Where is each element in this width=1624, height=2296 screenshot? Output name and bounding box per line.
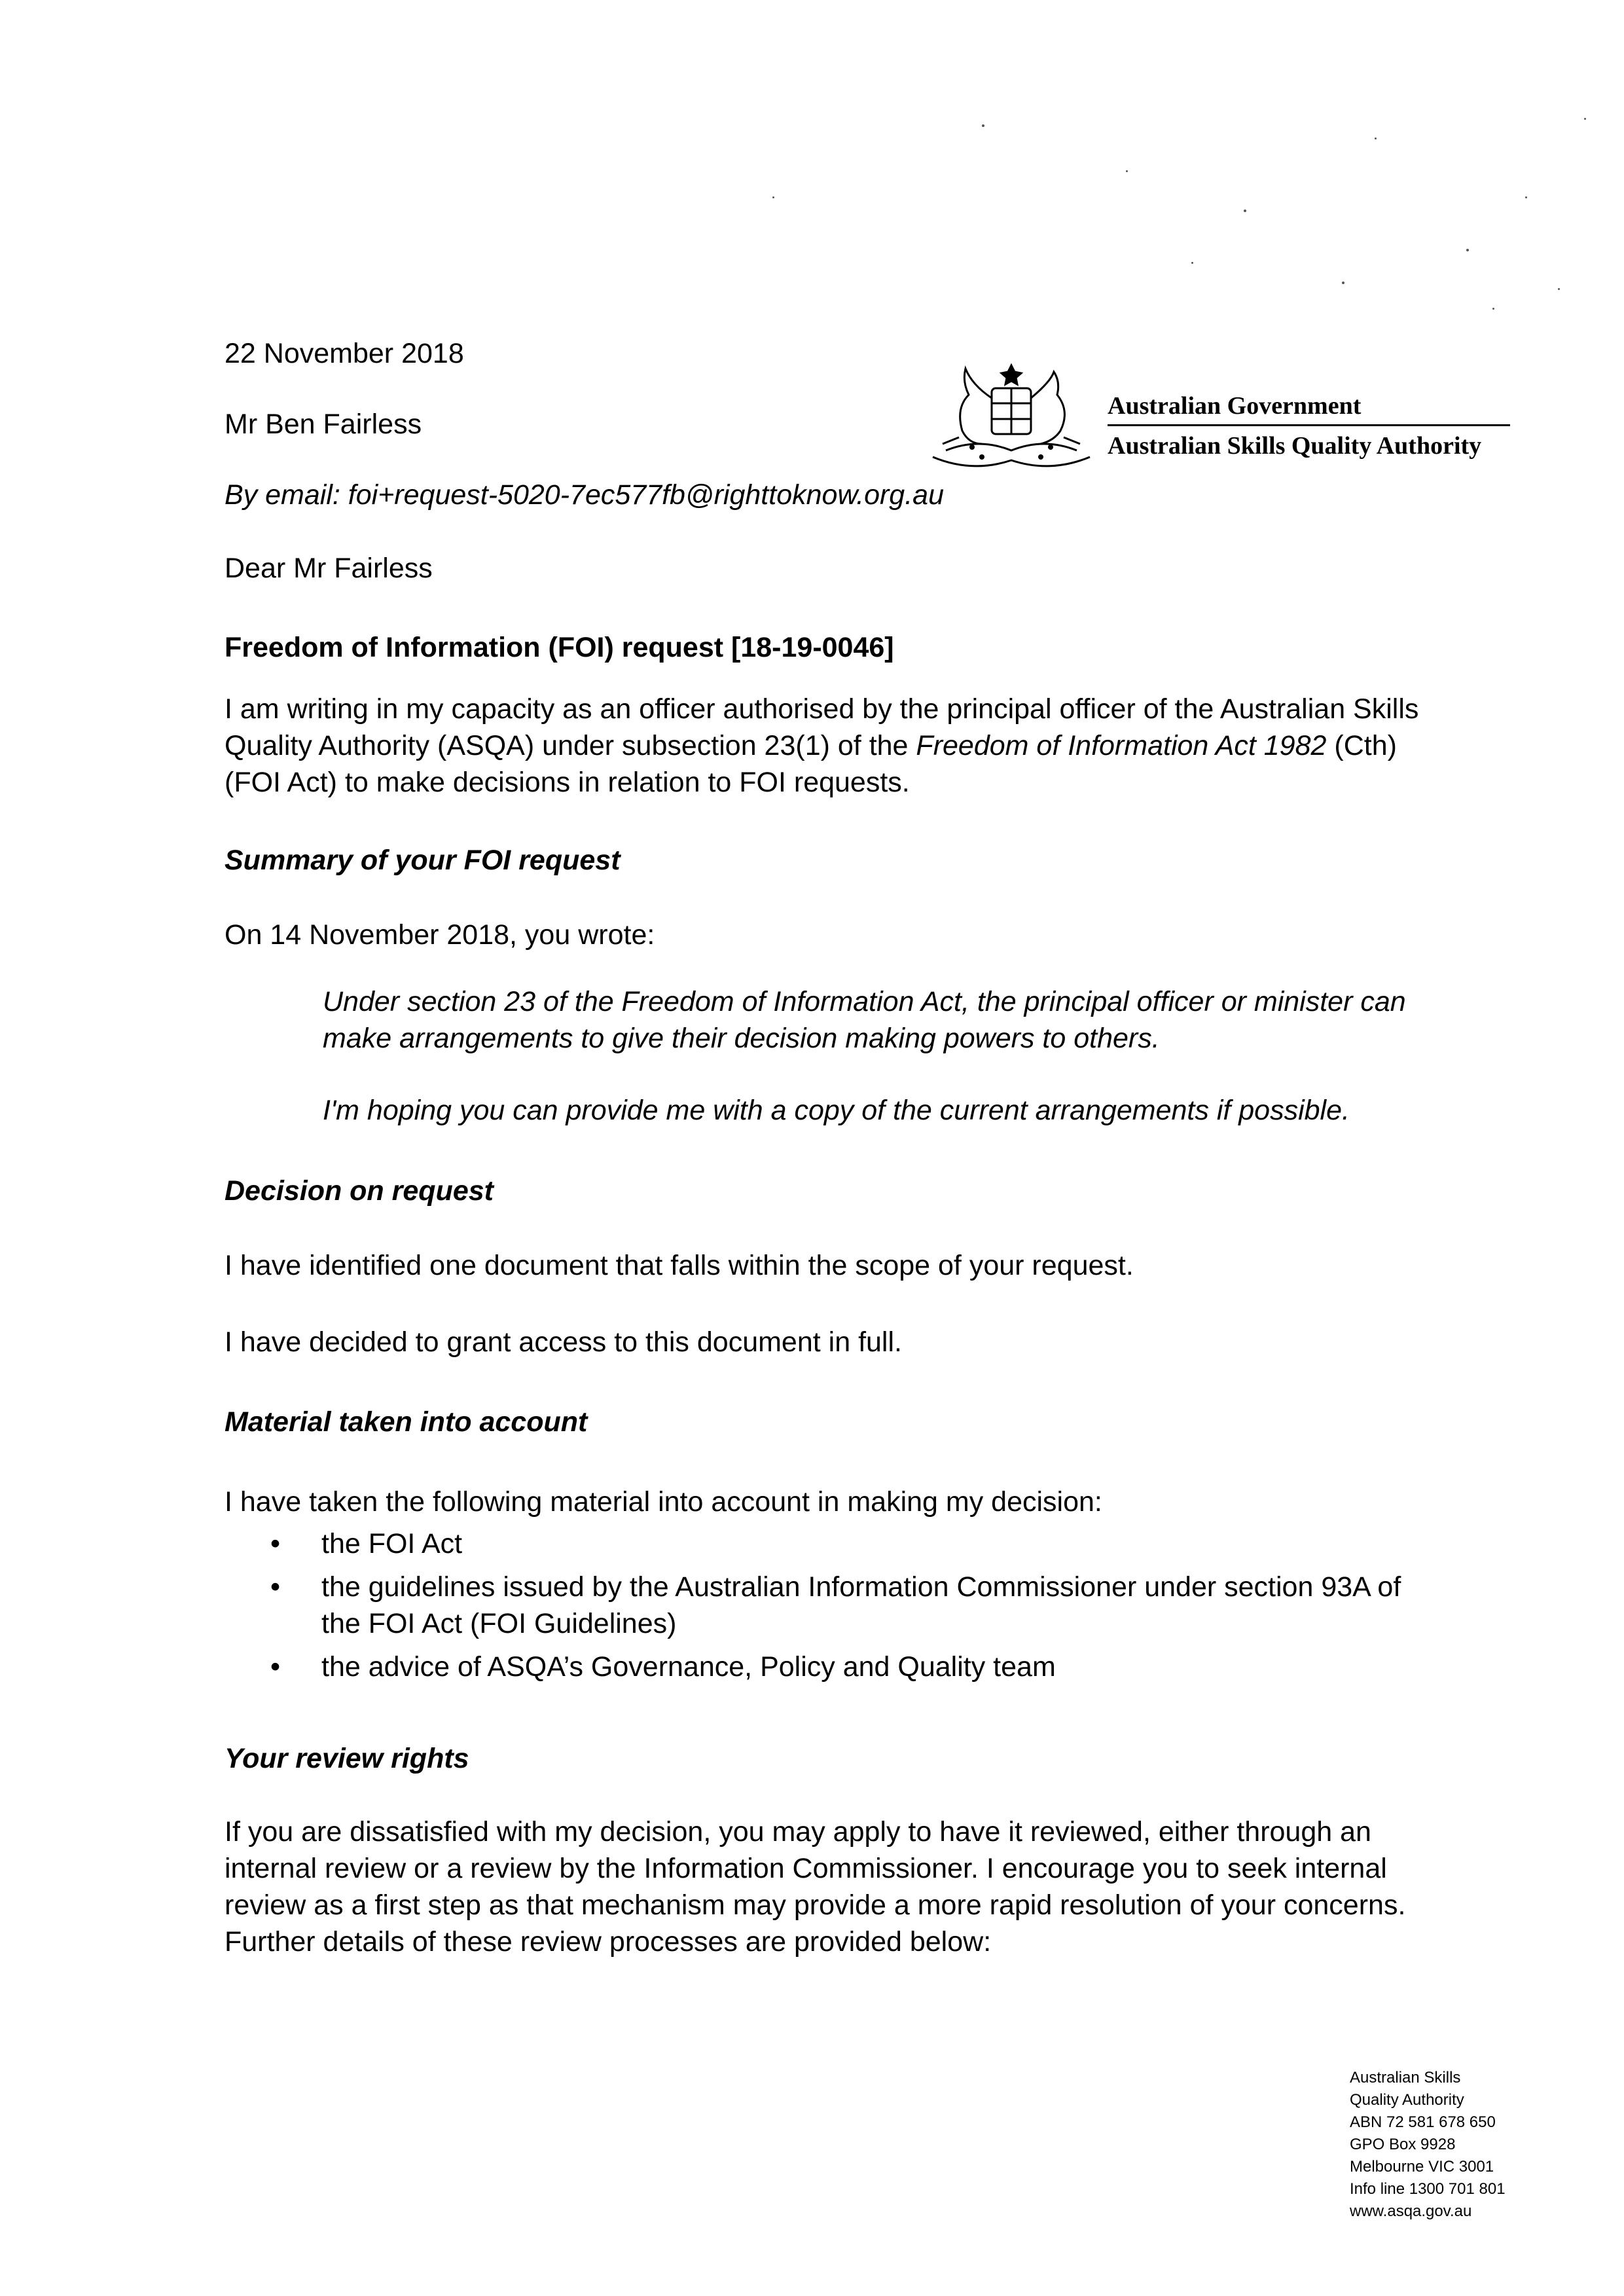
review-heading: Your review rights [225, 1743, 469, 1774]
summary-heading: Summary of your FOI request [225, 845, 621, 876]
list-item-text: the FOI Act [321, 1528, 463, 1559]
footer-phone: Info line 1300 701 801 [1350, 2180, 1506, 2198]
agency-footer [1350, 2067, 1585, 2223]
intro-act-name: Freedom of Information Act 1982 [916, 730, 1327, 761]
material-list [225, 1525, 1449, 1685]
list-item-text: the advice of ASQA’s Governance, Policy and Quality team [321, 1651, 1056, 1683]
recipient-name: Mr Ben Fairless [225, 409, 422, 440]
footer-po-box: GPO Box 9928 [1350, 2136, 1456, 2153]
letter-date: 22 November 2018 [225, 338, 464, 369]
bullet: • [270, 1651, 281, 1683]
list-item [225, 1569, 1434, 1642]
agency-logo [1108, 392, 1526, 460]
footer-line: Australian Skills [1350, 2069, 1461, 2086]
footer-line: Quality Authority [1350, 2091, 1464, 2109]
summary-lead: On 14 November 2018, you wrote: [225, 919, 655, 951]
logo-agency: Australian Skills Quality Authority [1108, 432, 1482, 460]
quote-paragraph-2: I'm hoping you can provide me with a copy of the current arrangements if possible. [323, 1095, 1350, 1126]
footer-city: Melbourne VIC 3001 [1350, 2158, 1494, 2176]
footer-website: www.asqa.gov.au [1350, 2202, 1472, 2220]
bullet: • [270, 1528, 281, 1559]
decision-paragraph-2: I have decided to grant access to this document in full. [225, 1326, 902, 1358]
intro-part1: I am writing in my capacity as an officer authorised by the principal officer of the Australian Skills Quality Authority (ASQA) under subsection 23(1) of the [225, 693, 1419, 761]
salutation: Dear Mr Fairless [225, 553, 433, 584]
logo-government: Australian Government [1108, 392, 1362, 420]
recipient-email: By email: foi+request-5020-7ec577fb@righttoknow.org.au [225, 479, 944, 511]
list-item-text: the guidelines issued by the Australian Information Commissioner under section 93A of the FOI Act (FOI Guidelines) [321, 1571, 1401, 1639]
list-item [225, 1525, 1449, 1562]
quote-paragraph-1: Under section 23 of the Freedom of Information Act, the principal officer or minister can make arrangements to give their decision making powers to others. [323, 986, 1406, 1054]
footer-abn: ABN 72 581 678 650 [1350, 2113, 1496, 2131]
material-lead: I have taken the following material into account in making my decision: [225, 1486, 1102, 1518]
decision-paragraph-1: I have identified one document that falls within the scope of your request. [225, 1250, 1134, 1281]
coat-of-arms-icon [920, 359, 1103, 477]
intro-paragraph [225, 691, 1449, 801]
decision-heading: Decision on request [225, 1175, 494, 1207]
intro-part2: (Cth) (FOI Act) to make decisions in relation to FOI requests. [225, 730, 1397, 798]
review-paragraph: If you are dissatisfied with my decision, you may apply to have it reviewed, either through an internal review or a review by the Information Commissioner. I encourage you to seek internal review as a first step as that mechanism may provide a more rapid resolution of your concerns. Further details of these review processes are provided below: [225, 1816, 1406, 1958]
list-item [225, 1649, 1449, 1685]
logo-divider [1108, 424, 1510, 426]
bullet: • [270, 1571, 281, 1603]
material-heading: Material taken into account [225, 1406, 588, 1438]
subject-heading: Freedom of Information (FOI) request [18-19-0046] [225, 632, 894, 663]
